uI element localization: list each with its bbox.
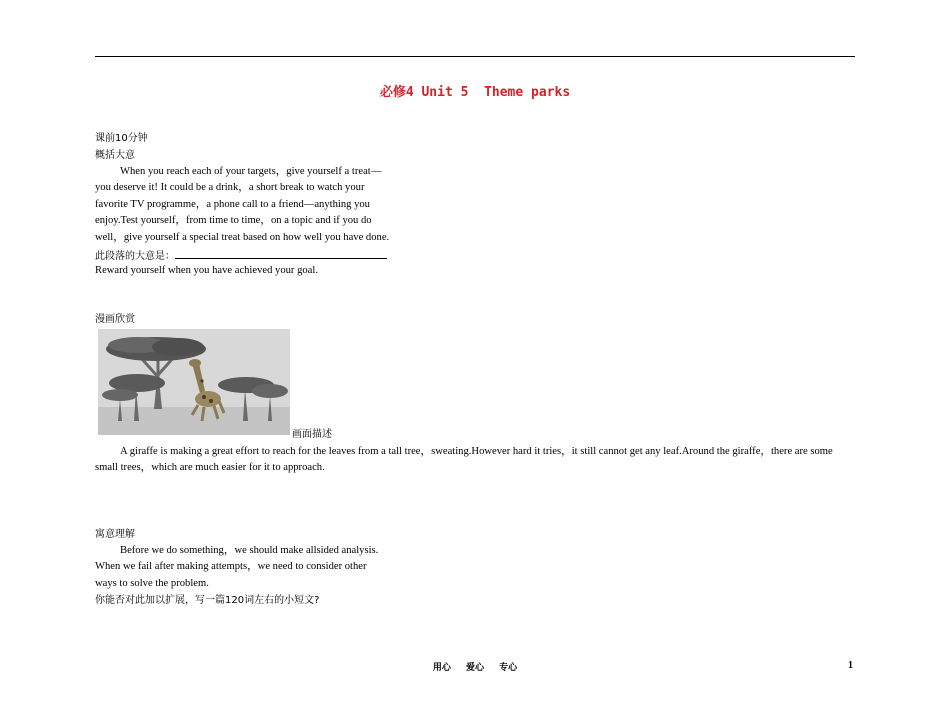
paragraph-line: well，give yourself a special treat based on how well you have done. [95,232,390,243]
paragraph-line: ways to solve the problem. [95,578,209,589]
paragraph-line: small trees，which are much easier for it to approach. [95,462,325,473]
section-label-before-class: 课前10分钟 [95,133,148,144]
paragraph-line: favorite TV programme，a phone call to a friend—anything you [95,199,370,210]
page-number: 1 [848,660,853,671]
section-label-meaning: 寓意理解 [95,529,135,540]
question-text: 此段落的大意是： [95,251,175,262]
section-sublabel-summary: 概括大意 [95,150,135,161]
giraffe-cartoon-image [98,329,290,435]
paragraph-line: A giraffe is making a great effort to reach for the leaves from a tall tree，sweating.However hard it tries，it still cannot get any leaf.Around the giraffe，there are some [120,446,833,457]
paragraph-line: enjoy.Test yourself，from time to time，on a topic and if you do [95,215,372,226]
header-rule [95,56,855,57]
paragraph-line: Before we do something，we should make allsided analysis. [120,545,379,556]
paragraph-line: When we fail after making attempts，we need to consider other [95,561,367,572]
paragraph-line: When you reach each of your targets，give yourself a treat— [120,166,382,177]
section-label-cartoon: 漫画欣赏 [95,314,135,325]
giraffe-cartoon-illustration [98,329,290,435]
question-line [95,248,387,264]
answer-blank [175,248,387,259]
image-caption: 画面描述 [292,429,332,440]
writing-prompt: 你能否对此加以扩展，写一篇120词左右的小短文? [95,595,320,606]
page-title: 必修4 Unit 5 Theme parks [379,85,571,100]
footer-slogan: 用心 爱心 专心 [432,663,518,673]
paragraph-line: you deserve it! It could be a drink，a short break to watch your [95,182,365,193]
answer-text: Reward yourself when you have achieved your goal. [95,265,318,276]
